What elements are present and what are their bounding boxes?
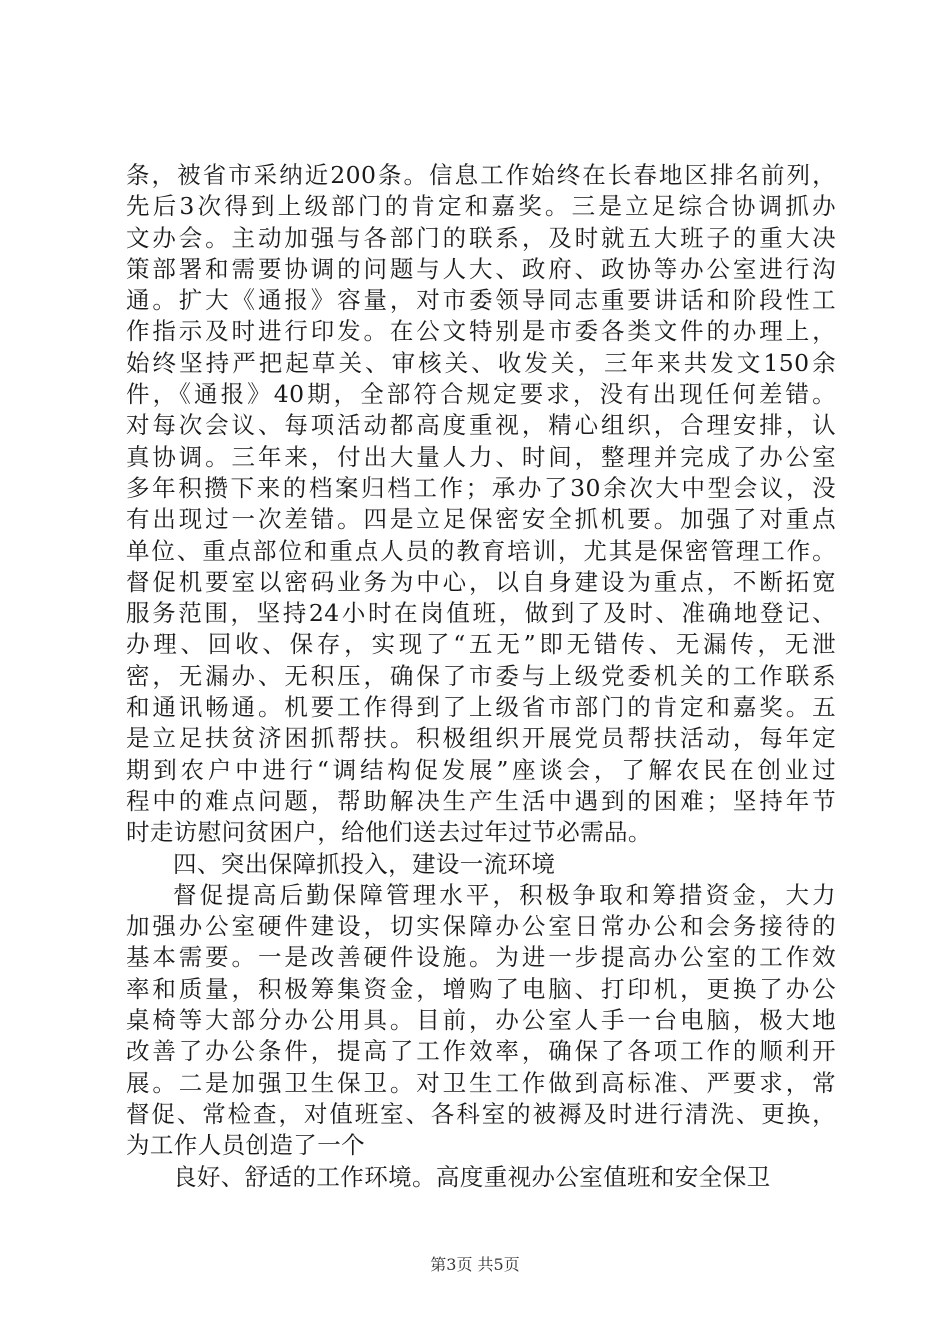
text-line: 办理、回收、保存，实现了“五无”即无错传、无漏传，无泄 <box>126 630 836 659</box>
text-line: 时走访慰问贫困户，给他们送去过年过节必需品。 <box>126 818 652 847</box>
text-line: 多年积攒下来的档案归档工作；承办了30余次大中型会议，没 <box>126 473 836 502</box>
text-line: 条，被省市采纳近200条。信息工作始终在长春地区排名前列， <box>126 161 836 189</box>
text-line: 策部署和需要协调的问题与人大、政府、政协等办公室进行沟 <box>126 254 836 283</box>
text-line: 单位、重点部位和重点人员的教育培训，尤其是保密管理工作。 <box>126 536 836 565</box>
text-line: 密，无漏办、无积压，确保了市委与上级党委机关的工作联系 <box>126 661 836 690</box>
text-line: 为工作人员创造了一个 <box>126 1131 365 1160</box>
text-line: 督促、常检查，对值班室、各科室的被褥及时进行清洗、更换， <box>126 1099 836 1128</box>
page-number-footer: 第3页 共5页 <box>430 1255 520 1274</box>
text-line: 展。二是加强卫生保卫。对卫生工作做到高标准、严要求，常 <box>126 1068 836 1097</box>
document-body <box>126 160 836 1193</box>
text-line: 和通讯畅通。机要工作得到了上级省市部门的肯定和嘉奖。五 <box>126 693 836 722</box>
text-line: 程中的难点问题，帮助解决生产生活中遇到的困难；坚持年节 <box>126 786 836 815</box>
text-line: 桌椅等大部分办公用具。目前，办公室人手一台电脑，极大地 <box>126 1006 836 1035</box>
section-heading: 四、突出保障抓投入，建设一流环境 <box>173 849 556 878</box>
text-line: 始终坚持严把起草关、审核关、收发关，三年来共发文150余 <box>126 348 836 377</box>
text-line: 文办会。主动加强与各部门的联系，及时就五大班子的重大决 <box>126 223 836 252</box>
text-line: 良好、舒适的工作环境。高度重视办公室值班和安全保卫 <box>173 1162 771 1191</box>
text-line: 是立足扶贫济困抓帮扶。积极组织开展党员帮扶活动，每年定 <box>126 724 836 753</box>
text-line: 件，《通报》40期，全部符合规定要求，没有出现任何差错。 <box>126 380 836 409</box>
text-line: 督促提高后勤保障管理水平，积极争取和筹措资金，大力 <box>173 880 836 909</box>
text-line: 通。扩大《通报》容量，对市委领导同志重要讲话和阶段性工 <box>126 286 836 315</box>
text-line: 真协调。三年来，付出大量人力、时间，整理并完成了办公室 <box>126 442 836 471</box>
text-line: 督促机要室以密码业务为中心，以自身建设为重点，不断拓宽 <box>126 567 836 596</box>
text-line: 基本需要。一是改善硬件设施。为进一步提高办公室的工作效 <box>126 943 836 972</box>
text-line: 改善了办公条件，提高了工作效率，确保了各项工作的顺利开 <box>126 1037 836 1066</box>
text-line: 加强办公室硬件建设，切实保障办公室日常办公和会务接待的 <box>126 912 836 941</box>
text-line: 作指示及时进行印发。在公文特别是市委各类文件的办理上， <box>126 317 836 346</box>
text-line: 期到农户中进行“调结构促发展”座谈会，了解农民在创业过 <box>126 755 836 784</box>
text-line: 服务范围，坚持24小时在岗值班，做到了及时、准确地登记、 <box>126 599 836 628</box>
text-line: 先后3次得到上级部门的肯定和嘉奖。三是立足综合协调抓办 <box>126 192 836 221</box>
text-line: 对每次会议、每项活动都高度重视，精心组织，合理安排，认 <box>126 411 836 440</box>
text-line: 有出现过一次差错。四是立足保密安全抓机要。加强了对重点 <box>126 505 836 534</box>
text-line: 率和质量，积极筹集资金，增购了电脑、打印机，更换了办公 <box>126 974 836 1003</box>
